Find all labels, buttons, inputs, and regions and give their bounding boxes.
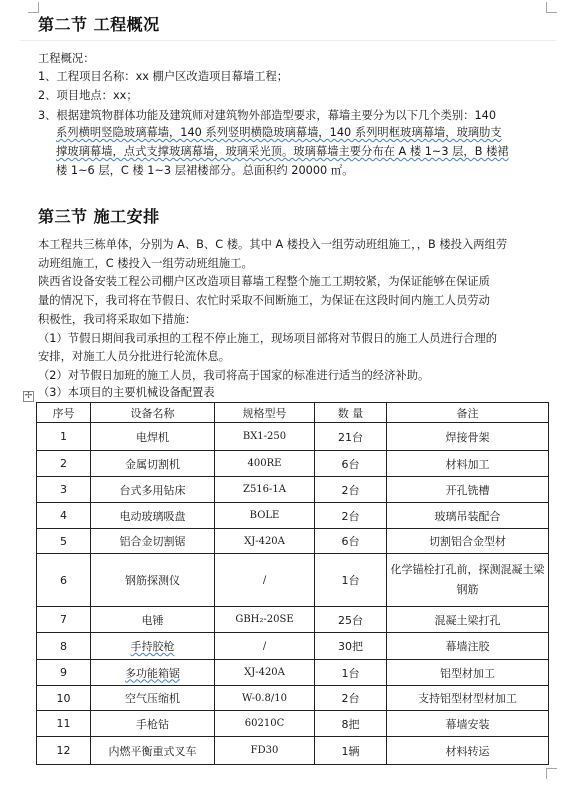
page-margin-mark-top-right (546, 2, 557, 13)
row-qty: 1台 (315, 660, 387, 686)
table-row (37, 686, 549, 711)
arrangement-para-2-line-1: 陕西省设备安装工程公司棚户区改造项目幕墙工程整个施工工期较紧，为保证能够在保证质 (38, 275, 490, 288)
row-no: 1 (37, 423, 91, 451)
table-row (37, 607, 549, 633)
row-name: 内燃平衡重式叉车 (91, 737, 215, 765)
table-move-handle[interactable] (23, 391, 34, 402)
row-note: 幕墙注胶 (387, 633, 549, 660)
row-name: 手枪钻 (91, 711, 215, 737)
table-row (37, 554, 549, 607)
overview-item-3-line-2: 系列横明竖隐玻璃幕墙，140 系列竖明横隐玻璃幕墙，140 系列明框玻璃幕墙，玻璃肋支 (56, 126, 502, 139)
row-qty: 30把 (315, 633, 387, 660)
row-spec: FD30 (215, 737, 315, 765)
row-spec: W-0.8/10 (215, 686, 315, 711)
row-no: 3 (37, 477, 91, 503)
header-no: 序号 (37, 403, 91, 423)
row-qty: 2台 (315, 503, 387, 529)
overview-item-3-line-1: 3、根据建筑物群体功能及建筑师对建筑物外部造型要求，幕墙主要分为以下几个类别：140 (38, 109, 497, 122)
row-qty: 1台 (315, 554, 387, 607)
row-spec: 400RE (215, 451, 315, 477)
row-spec: / (215, 633, 315, 660)
table-row (37, 711, 549, 737)
row-note: 材料加工 (387, 451, 549, 477)
overview-item-1: 1、工程项目名称：xx 棚户区改造项目幕墙工程； (38, 70, 289, 83)
row-note: 切割铝合金型材 (387, 529, 549, 554)
row-qty: 25台 (315, 607, 387, 633)
row-note: 焊接骨架 (387, 423, 549, 451)
row-no: 11 (37, 711, 91, 737)
header-spec: 规格型号 (215, 403, 315, 423)
measure-1-line-1: （1）节假日期间我司承担的工程不停止施工，现场项目部将对节假日的施工人员进行合理的 (38, 332, 498, 345)
row-spec: GBH₂-20SE (215, 607, 315, 633)
measure-3-table-caption: （3）本项目的主要机械设备配置表 (38, 386, 215, 399)
table-row (37, 633, 549, 660)
row-note: 幕墙安装 (387, 711, 549, 737)
row-no: 5 (37, 529, 91, 554)
row-name: 钢筋探测仪 (91, 554, 215, 607)
equipment-table (36, 402, 549, 765)
row-spec: BX1-250 (215, 423, 315, 451)
row-note: 支持铝型材型材加工 (387, 686, 549, 711)
row-no: 2 (37, 451, 91, 477)
row-name: 金属切割机 (91, 451, 215, 477)
row-qty: 6台 (315, 529, 387, 554)
row-no: 4 (37, 503, 91, 529)
row-name: 空气压缩机 (91, 686, 215, 711)
table-row (37, 423, 549, 451)
row-spec: BOLE (215, 503, 315, 529)
move-cross-icon: ✢ (24, 391, 33, 401)
measure-2: （2）对节假日加班的施工人员，我司将高于国家的标准进行适当的经济补助。 (38, 369, 430, 382)
row-name: 手持胶枪 (91, 633, 215, 660)
row-note: 混凝土梁打孔 (387, 607, 549, 633)
overview-item-2: 2、项目地点：xx； (38, 89, 138, 102)
overview-item-3-line-3: 撑玻璃幕墙，点式支撑玻璃幕墙，玻璃采光顶。玻璃幕墙主要分布在 A 楼 1~3 层，B 楼裙 (56, 145, 509, 158)
row-qty: 8把 (315, 711, 387, 737)
table-row (37, 737, 549, 765)
measure-1-line-2: 安排，对施工人员分批进行轮流休息。 (38, 350, 231, 363)
row-name: 电焊机 (91, 423, 215, 451)
row-spec: 60210C (215, 711, 315, 737)
row-no: 9 (37, 660, 91, 686)
table-row (37, 477, 549, 503)
arrangement-para-2-line-3: 积极性，我司将采取如下措施： (38, 313, 197, 326)
row-qty: 2台 (315, 477, 387, 503)
row-name: 台式多用钻床 (91, 477, 215, 503)
row-note: 开孔铣槽 (387, 477, 549, 503)
page-divider (20, 40, 556, 41)
overview-label: 工程概况： (38, 52, 95, 65)
row-qty: 2台 (315, 686, 387, 711)
row-no: 7 (37, 607, 91, 633)
row-no: 6 (37, 554, 91, 607)
overview-item-3-line-4: 楼 1~6 层，C 楼 1~3 层裙楼部分。总面积约 20000 ㎡。 (56, 164, 354, 177)
row-note: 材料转运 (387, 737, 549, 765)
row-spec: Z516-1A (215, 477, 315, 503)
row-note: 铝型材加工 (387, 660, 549, 686)
table-row (37, 660, 549, 686)
row-qty: 6台 (315, 451, 387, 477)
arrangement-para-1-line-1: 本工程共三栋单体，分别为 A、B、C 楼。其中 A 楼投入一组劳动班组施工，，B 楼投入两组劳 (38, 238, 508, 251)
row-note: 化学锚栓打孔前，探测混凝土梁钢筋 (387, 554, 549, 607)
arrangement-para-2-line-2: 量的情况下，我司将在节假日、农忙时采取不间断施工，为保证在这段时间内施工人员劳动 (38, 294, 490, 307)
header-note: 备注 (387, 403, 549, 423)
row-qty: 21台 (315, 423, 387, 451)
table-header-row (37, 403, 549, 423)
table-row (37, 503, 549, 529)
page-margin-mark-bottom-right (546, 768, 557, 779)
row-note: 玻璃吊装配合 (387, 503, 549, 529)
table-row (37, 451, 549, 477)
row-no: 10 (37, 686, 91, 711)
header-name: 设备名称 (91, 403, 215, 423)
row-no: 8 (37, 633, 91, 660)
arrangement-para-1-line-2: 动班组施工，C 楼投入一组劳动班组施工。 (38, 257, 253, 270)
row-name: 铝合金切割锯 (91, 529, 215, 554)
row-name: 多功能箱锯 (91, 660, 215, 686)
section2-heading: 第二节 工程概况 (38, 15, 160, 34)
table-row (37, 529, 549, 554)
row-name: 电动玻璃吸盘 (91, 503, 215, 529)
row-spec: XJ-420A (215, 660, 315, 686)
row-no: 12 (37, 737, 91, 765)
row-spec: / (215, 554, 315, 607)
header-qty: 数 量 (315, 403, 387, 423)
row-spec: XJ-420A (215, 529, 315, 554)
row-qty: 1辆 (315, 737, 387, 765)
row-name: 电锤 (91, 607, 215, 633)
section3-heading: 第三节 施工安排 (38, 207, 160, 226)
